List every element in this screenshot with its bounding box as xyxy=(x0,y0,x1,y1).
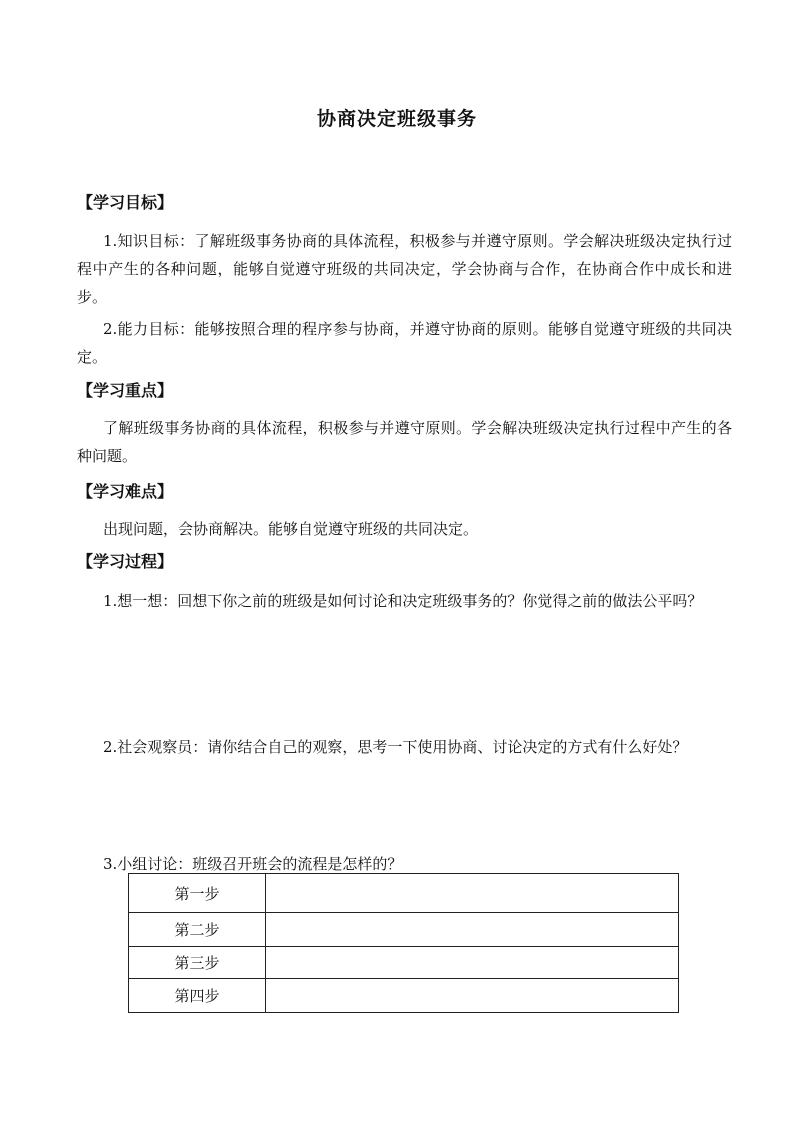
step-answer-cell[interactable] xyxy=(266,913,679,947)
goals-ability-paragraph: 2.能力目标：能够按照合理的程序参与协商，并遵守协商的原则。能够自觉遵守班级的共同决定。 xyxy=(77,320,732,366)
process-question-2: 2.社会观察员：请你结合自己的观察，思考一下使用协商、讨论决定的方式有什么好处？ xyxy=(103,738,688,756)
table-row xyxy=(129,979,679,1013)
step-label: 第一步 xyxy=(129,874,266,913)
process-question-1: 1.想一想：回想下你之前的班级是如何讨论和决定班级事务的？你觉得之前的做法公平吗？ xyxy=(103,592,703,610)
meeting-steps-table xyxy=(128,873,679,1013)
goals-knowledge-paragraph: 1.知识目标：了解班级事务协商的具体流程，积极参与并遵守原则。学会解决班级决定执行过程中产生的各种问题，能够自觉遵守班级的共同决定，学会协商与合作，在协商合作中成长和进步。 xyxy=(77,232,732,306)
difficulty-paragraph: 出现问题，会协商解决。能够自觉遵守班级的共同决定。 xyxy=(103,520,479,538)
table-row xyxy=(129,874,679,913)
key-points-paragraph: 了解班级事务协商的具体流程，积极参与并遵守原则。学会解决班级决定执行过程中产生的各种问题。 xyxy=(77,419,732,465)
page-title: 协商决定班级事务 xyxy=(316,108,477,130)
table-row xyxy=(129,913,679,947)
process-question-3: 3.小组讨论：班级召开班会的流程是怎样的？ xyxy=(103,855,403,873)
step-answer-cell[interactable] xyxy=(266,947,679,979)
heading-process: 【学习过程】 xyxy=(77,552,174,571)
heading-goals: 【学习目标】 xyxy=(77,193,174,212)
table-row xyxy=(129,947,679,979)
heading-difficulty: 【学习难点】 xyxy=(77,482,174,501)
step-answer-cell[interactable] xyxy=(266,874,679,913)
step-answer-cell[interactable] xyxy=(266,979,679,1013)
step-label: 第四步 xyxy=(129,979,266,1013)
step-label: 第三步 xyxy=(129,947,266,979)
heading-key-points: 【学习重点】 xyxy=(77,381,174,400)
step-label: 第二步 xyxy=(129,913,266,947)
